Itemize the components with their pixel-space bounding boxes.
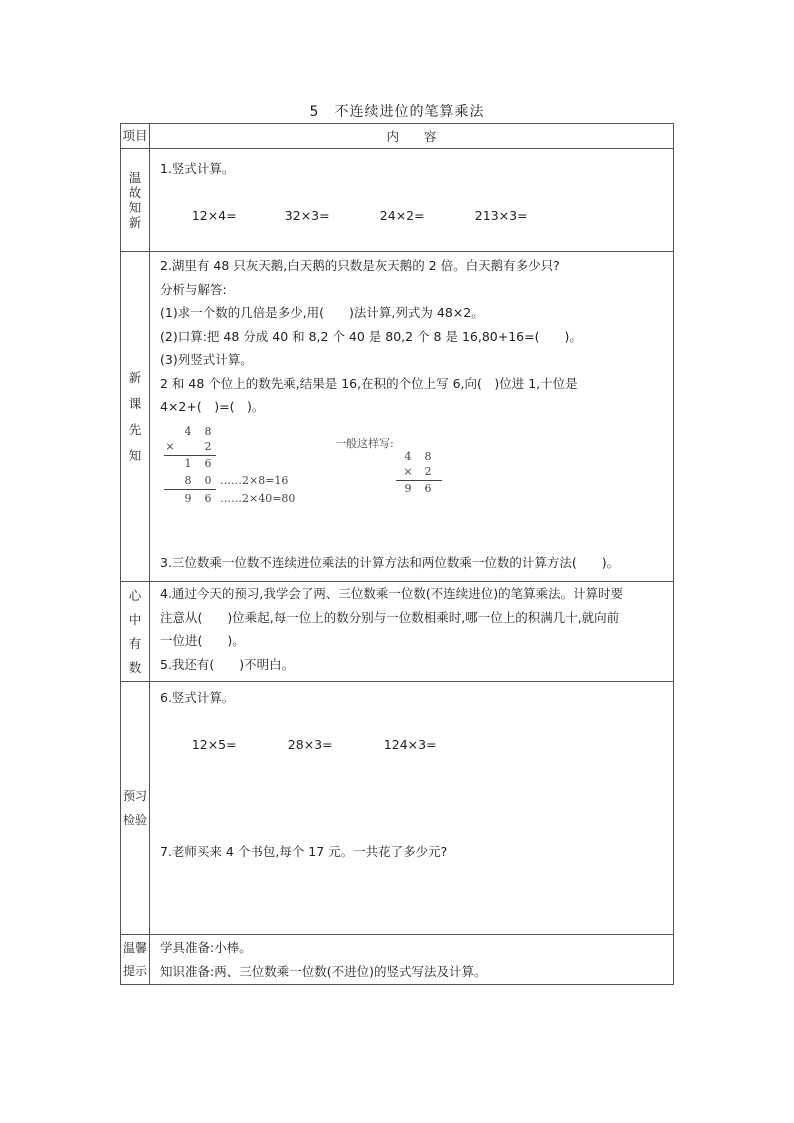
preview-label: 预习 检验 [121, 682, 150, 935]
step-1: (1)求一个数的几倍是多少,用( )法计算,列式为 48×2。 [160, 305, 484, 320]
review-label: 温 故 知 新 [121, 149, 150, 252]
question-4-line1: 4.通过今天的预习,我学会了两、三位数乘一位数(不连续进位)的笔算乘法。计算时要 [160, 586, 624, 601]
question-4-line3: 一位进( )。 [160, 633, 245, 648]
header-row [121, 124, 674, 149]
worksheet-table [120, 123, 674, 985]
tips-line-2: 知识准备:两、三位数乘一位数(不进位)的竖式写法及计算。 [160, 963, 487, 979]
general-label: 一般这样写: [335, 436, 394, 450]
tips-label: 温馨 提示 [121, 935, 150, 985]
analysis-heading: 分析与解答: [160, 281, 227, 297]
note-2: ……2×40=80 [220, 491, 296, 505]
question-2: 2.湖里有 48 只灰天鹅,白天鹅的只数是灰天鹅的 2 倍。白天鹅有多少只? [160, 258, 560, 273]
question-3: 3.三位数乘一位数不连续进位乘法的计算方法和两位数乘一位数的计算方法( )。 [160, 554, 620, 570]
question-6-items: 12×5= 28×3= 124×3= [191, 737, 437, 752]
question-5: 5.我还有( )不明白。 [160, 656, 295, 672]
review-row [121, 149, 674, 252]
newlesson-row [121, 252, 674, 582]
step-3: (3)列竖式计算。 [160, 352, 253, 367]
note-1: ……2×8=16 [220, 473, 289, 487]
question-4-line2: 注意从( )位乘起,每一位上的数分别与一位数相乘时,哪一位上的积满几十,就向前 [160, 609, 620, 625]
tips-line-1: 学具准备:小棒。 [160, 940, 252, 955]
heart-row [121, 582, 674, 682]
tips-content [150, 935, 674, 985]
header-content: 内 容 [150, 124, 674, 149]
question-7: 7.老师买来 4 个书包,每个 17 元。一共花了多少元? [160, 844, 448, 859]
preview-row [121, 682, 674, 935]
review-content [150, 149, 674, 252]
vertical-calc-detailed: 4 8 × 2 1 6 8 0 ……2×8=16 9 6 ……2×40=80 一般这样写: 4 8 × 2 9 6 [160, 419, 673, 551]
newlesson-content [150, 252, 674, 582]
question-6: 6.竖式计算。 [160, 690, 235, 705]
heart-content [150, 582, 674, 682]
step-3-detail-2: 4×2+( )=( )。 [160, 399, 265, 414]
tips-row [121, 935, 674, 985]
step-2: (2)口算:把 48 分成 40 和 8,2 个 40 是 80,2 个 8 是 16,80+16=( )。 [160, 328, 582, 344]
question-1-items: 12×4= 32×3= 24×2= 213×3= [191, 208, 528, 223]
step-3-detail: 2 和 48 个位上的数先乘,结果是 16,在积的个位上写 6,向( )位进 1,十位是 [160, 375, 578, 391]
preview-content [150, 682, 674, 935]
page-title: 5 不连续进位的笔算乘法 [309, 104, 485, 120]
header-item: 项目 [121, 124, 150, 149]
heart-label: 心 中 有 数 [121, 582, 150, 682]
newlesson-label: 新 课 先 知 [121, 252, 150, 582]
question-1: 1.竖式计算。 [160, 161, 235, 176]
